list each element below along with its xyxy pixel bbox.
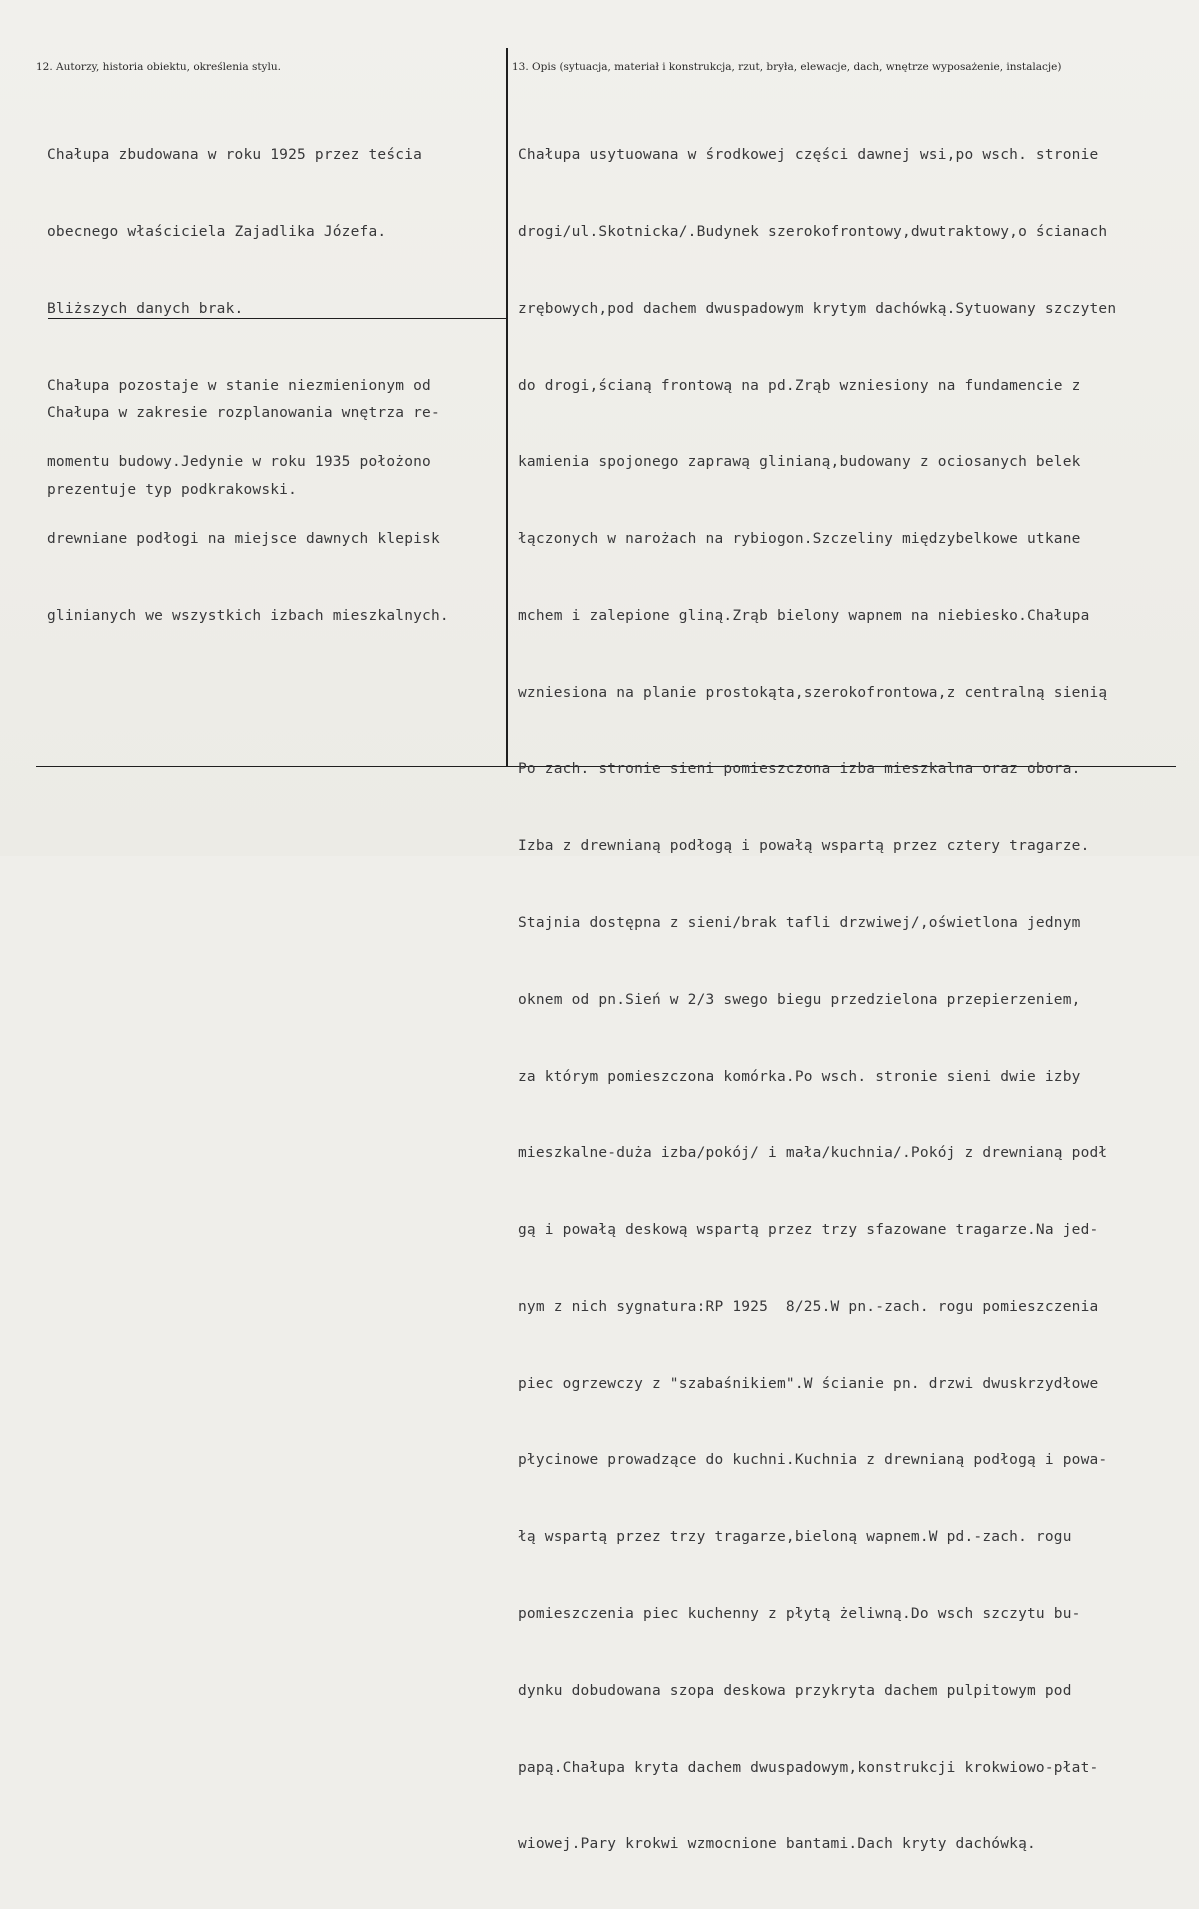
text-line: oknem od pn.Sień w 2/3 swego biegu przedzielona przepierzeniem, [518, 991, 1081, 1008]
text-line: obecnego właściciela Zajadlika Józefa. [47, 223, 387, 240]
text-line: Chałupa usytuowana w środkowej części dawnej wsi,po wsch. stronie [518, 147, 1099, 164]
text-line: Chałupa w zakresie rozplanowania wnętrza re- [47, 405, 440, 422]
text-line: Chałupa zbudowana w roku 1925 przez teścia [47, 147, 423, 164]
text-line: wiowej.Pary krokwi wzmocnione bantami.Dach kryty dachówką. [518, 1836, 1036, 1853]
text-line: nym z nich sygnatura:RP 1925 8/25.W pn.-zach. rogu pomieszczenia [518, 1298, 1099, 1315]
text-line: płycinowe prowadzące do kuchni.Kuchnia z drewnianą podłogą i powa- [518, 1452, 1108, 1469]
text-line: do drogi,ścianą frontową na pd.Zrąb wzniesiony na fundamencie z [518, 377, 1081, 394]
section-13-description-text [518, 92, 1116, 1909]
text-line: pomieszczenia piec kuchenny z płytą żeliwną.Do wsch szczytu bu- [518, 1606, 1081, 1623]
text-line: Chałupa pozostaje w stanie niezmienionym od [47, 377, 431, 394]
text-line: gą i powałą deskową wspartą przez trzy sfazowane tragarze.Na jed- [518, 1222, 1099, 1239]
text-line: momentu budowy.Jedynie w roku 1935 położono [47, 454, 431, 471]
text-line: drewniane podłogi na miejsce dawnych klepisk [47, 531, 440, 548]
text-line: papą.Chałupa kryta dachem dwuspadowym,konstrukcji krokwiowo-płat- [518, 1759, 1099, 1776]
section-13-header: 13. Opis (sytuacja, materiał i konstrukcja, rzut, bryła, elewacje, dach, wnętrze wyposażenie, instalacje) [512, 61, 1062, 73]
text-line: Izba z drewnianą podłogą i powałą wspartą przez cztery tragarze. [518, 838, 1090, 855]
text-line: łączonych w narożach na rybiogon.Szczeliny międzybelkowe utkane [518, 531, 1081, 548]
text-line: mieszkalne-duża izba/pokój/ i mała/kuchnia/.Pokój z drewnianą podł [518, 1145, 1108, 1162]
text-line: piec ogrzewczy z "szabaśnikiem".W ścianie pn. drzwi dwuskrzydłowe [518, 1375, 1099, 1392]
text-line: Bliższych danych brak. [47, 300, 244, 317]
text-line: łą wspartą przez trzy tragarze,bieloną wapnem.W pd.-zach. rogu [518, 1529, 1072, 1546]
section-12-header: 12. Autorzy, historia obiektu, określenia stylu. [36, 61, 281, 73]
text-line: drogi/ul.Skotnicka/.Budynek szerokofrontowy,dwutraktowy,o ścianach [518, 223, 1108, 240]
text-line: glinianych we wszystkich izbach mieszkalnych. [47, 607, 449, 624]
text-line: Po zach. stronie sieni pomieszczona izba mieszkalna oraz obora. [518, 761, 1081, 778]
text-line: kamienia spojonego zaprawą glinianą,budowany z ociosanych belek [518, 454, 1081, 471]
text-line: za którym pomieszczona komórka.Po wsch. stronie sieni dwie izby [518, 1068, 1081, 1085]
text-line: Stajnia dostępna z sieni/brak tafli drzwiwej/,oświetlona jednym [518, 915, 1081, 931]
text-line: dynku dobudowana szopa deskowa przykryta dachem pulpitowym pod [518, 1682, 1072, 1699]
text-line: mchem i zalepione gliną.Zrąb bielony wapnem na niebiesko.Chałupa [518, 607, 1090, 624]
text-line: wzniesiona na planie prostokąta,szerokofrontowa,z centralną sienią [518, 684, 1108, 701]
vertical-divider [506, 48, 508, 766]
text-line: prezentuje typ podkrakowski. [47, 481, 298, 498]
text-line: zrębowych,pod dachem dwuspadowym krytym dachówką.Sytuowany szczyten [518, 300, 1117, 317]
section-12-style-text [47, 350, 440, 555]
